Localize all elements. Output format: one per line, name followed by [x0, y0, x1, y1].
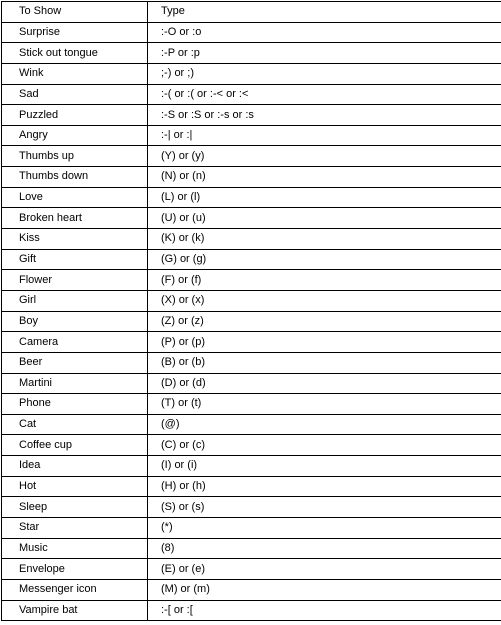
emotion-cell: Thumbs down	[2, 167, 148, 188]
shortcut-cell: (@)	[148, 414, 501, 435]
emotion-cell: Coffee cup	[2, 435, 148, 456]
emotion-cell: Envelope	[2, 559, 148, 580]
shortcut-cell: :-[ or :[	[148, 600, 501, 621]
shortcut-cell: ;-) or ;)	[148, 63, 501, 84]
table-row	[2, 270, 501, 291]
emotion-cell: Vampire bat	[2, 600, 148, 621]
table-row	[2, 311, 501, 332]
table-row	[2, 332, 501, 353]
header-row	[2, 2, 501, 23]
shortcut-cell: :-S or :S or :-s or :s	[148, 105, 501, 126]
emotion-cell: Music	[2, 538, 148, 559]
emotion-cell: Hot	[2, 476, 148, 497]
shortcut-cell: (T) or (t)	[148, 394, 501, 415]
table-row	[2, 600, 501, 621]
table-row	[2, 229, 501, 250]
shortcut-cell: (Y) or (y)	[148, 146, 501, 167]
shortcut-cell: (N) or (n)	[148, 167, 501, 188]
shortcut-cell: (U) or (u)	[148, 208, 501, 229]
table-row	[2, 579, 501, 600]
shortcut-cell: (M) or (m)	[148, 579, 501, 600]
table-row	[2, 373, 501, 394]
table-header	[2, 2, 501, 23]
emoticon-shortcut-table	[1, 1, 501, 621]
emotion-cell: Broken heart	[2, 208, 148, 229]
emotion-cell: Angry	[2, 125, 148, 146]
shortcut-cell: :-( or :( or :-< or :<	[148, 84, 501, 105]
emotion-cell: Star	[2, 518, 148, 539]
shortcut-cell: (*)	[148, 518, 501, 539]
table-body	[2, 22, 501, 621]
shortcut-cell: (H) or (h)	[148, 476, 501, 497]
table-row	[2, 456, 501, 477]
emotion-cell: Kiss	[2, 229, 148, 250]
emotion-cell: Thumbs up	[2, 146, 148, 167]
shortcut-cell: (D) or (d)	[148, 373, 501, 394]
shortcut-cell: :-| or :|	[148, 125, 501, 146]
table-row	[2, 249, 501, 270]
table-row	[2, 146, 501, 167]
header-to-show: To Show	[2, 2, 148, 23]
shortcut-cell: (L) or (l)	[148, 187, 501, 208]
emotion-cell: Messenger icon	[2, 579, 148, 600]
table-row	[2, 63, 501, 84]
table-row	[2, 518, 501, 539]
table-row	[2, 125, 501, 146]
emotion-cell: Cat	[2, 414, 148, 435]
shortcut-cell: (8)	[148, 538, 501, 559]
emotion-cell: Puzzled	[2, 105, 148, 126]
header-type: Type	[148, 2, 501, 23]
table-row	[2, 435, 501, 456]
table-row	[2, 559, 501, 580]
table-row	[2, 538, 501, 559]
table-row	[2, 208, 501, 229]
shortcut-cell: (F) or (f)	[148, 270, 501, 291]
shortcut-cell: (E) or (e)	[148, 559, 501, 580]
emotion-cell: Flower	[2, 270, 148, 291]
emotion-cell: Gift	[2, 249, 148, 270]
emotion-cell: Stick out tongue	[2, 43, 148, 64]
emotion-cell: Martini	[2, 373, 148, 394]
emotion-cell: Wink	[2, 63, 148, 84]
table-row	[2, 22, 501, 43]
shortcut-cell: :-P or :p	[148, 43, 501, 64]
table-row	[2, 352, 501, 373]
table-row	[2, 497, 501, 518]
shortcut-cell: (I) or (i)	[148, 456, 501, 477]
emotion-cell: Beer	[2, 352, 148, 373]
table-row	[2, 84, 501, 105]
table-row	[2, 414, 501, 435]
emotion-cell: Sad	[2, 84, 148, 105]
shortcut-cell: (Z) or (z)	[148, 311, 501, 332]
table-row	[2, 476, 501, 497]
shortcut-cell: (B) or (b)	[148, 352, 501, 373]
emotion-cell: Idea	[2, 456, 148, 477]
shortcut-cell: (C) or (c)	[148, 435, 501, 456]
shortcut-cell: (K) or (k)	[148, 229, 501, 250]
emotion-cell: Love	[2, 187, 148, 208]
emotion-cell: Camera	[2, 332, 148, 353]
emotion-cell: Surprise	[2, 22, 148, 43]
shortcut-cell: (S) or (s)	[148, 497, 501, 518]
table-row	[2, 290, 501, 311]
table-row	[2, 105, 501, 126]
emotion-cell: Boy	[2, 311, 148, 332]
table-row	[2, 394, 501, 415]
table-row	[2, 167, 501, 188]
table-row	[2, 187, 501, 208]
shortcut-cell: :-O or :o	[148, 22, 501, 43]
emotion-cell: Phone	[2, 394, 148, 415]
emotion-cell: Sleep	[2, 497, 148, 518]
shortcut-cell: (G) or (g)	[148, 249, 501, 270]
table-row	[2, 43, 501, 64]
shortcut-cell: (P) or (p)	[148, 332, 501, 353]
emotion-cell: Girl	[2, 290, 148, 311]
shortcut-cell: (X) or (x)	[148, 290, 501, 311]
